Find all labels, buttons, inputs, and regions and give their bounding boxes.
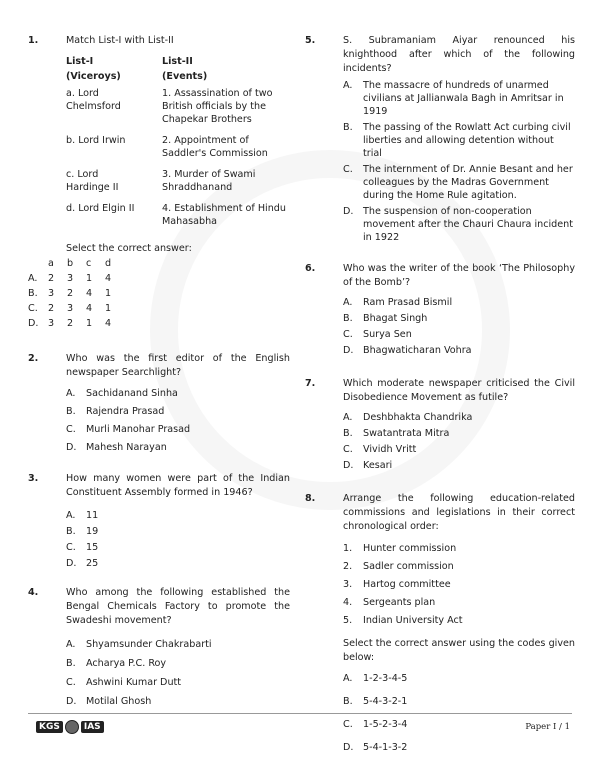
option-text: The internment of Dr. Annie Besant and her colleagues by the Madras Government during the Home Rule agitation. bbox=[363, 164, 573, 201]
code-cell: 3 bbox=[48, 287, 55, 299]
option-text: The suspension of non-cooperation movement after the Chauri Chaura incident in 1922 bbox=[363, 206, 574, 243]
question-number: 1. bbox=[28, 35, 39, 46]
question-text: Who among the following established the Bengal Chemicals Factory to promote the Swadeshi movement? bbox=[66, 587, 290, 626]
question-number: 3. bbox=[28, 473, 39, 484]
item-text: Hartog committee bbox=[363, 579, 451, 590]
list1-item: a. Lord Chelmsford bbox=[66, 88, 121, 112]
option-text: Kesari bbox=[363, 460, 393, 471]
option[interactable] bbox=[343, 695, 575, 708]
list1-item: c. Lord Hardinge II bbox=[66, 169, 119, 193]
question-text: Who was the writer of the book ‘The Philosophy of the Bomb’? bbox=[343, 263, 575, 288]
option-letter: B. bbox=[343, 696, 353, 707]
option-text: Sachidanand Sinha bbox=[86, 388, 178, 399]
option-text: Shyamsunder Chakrabarti bbox=[86, 639, 212, 650]
code-cell: 4 bbox=[105, 317, 112, 329]
option-letter: A. bbox=[343, 673, 353, 684]
code-cell: 4 bbox=[105, 272, 112, 284]
option[interactable] bbox=[343, 741, 575, 754]
question-text: S. Subramaniam Aiyar renounced his knighthood after which of the following incidents? bbox=[343, 35, 575, 74]
list1-item: b. Lord Irwin bbox=[66, 135, 126, 146]
question-1 bbox=[28, 34, 290, 331]
question-number: 4. bbox=[28, 587, 39, 598]
question-text: Who was the first editor of the English newspaper Searchlight? bbox=[66, 353, 290, 378]
option[interactable] bbox=[343, 296, 575, 309]
question-8 bbox=[305, 492, 575, 754]
list-item bbox=[343, 560, 575, 573]
option[interactable] bbox=[66, 509, 290, 522]
list-item bbox=[343, 614, 575, 627]
option-text: Motilal Ghosh bbox=[86, 696, 152, 707]
option[interactable] bbox=[66, 387, 290, 400]
question-text: Arrange the following education-related commissions and legislations in their correct chronological order: bbox=[343, 493, 575, 532]
option-letter: D. bbox=[343, 460, 354, 471]
option[interactable] bbox=[343, 443, 575, 456]
option-text: Rajendra Prasad bbox=[86, 406, 165, 417]
question-number: 5. bbox=[305, 35, 316, 46]
option-letter: C. bbox=[66, 677, 76, 688]
option-letter: C. bbox=[343, 444, 353, 455]
option[interactable] bbox=[343, 163, 575, 202]
option-letter: B. bbox=[66, 406, 76, 417]
option-text: Ram Prasad Bismil bbox=[363, 297, 453, 308]
item-number: 3. bbox=[343, 579, 353, 590]
list1-subtitle: (Viceroys) bbox=[66, 71, 121, 82]
code-header-cell: c bbox=[86, 257, 92, 269]
code-cell: 3 bbox=[67, 272, 74, 284]
code-cell: 4 bbox=[86, 287, 93, 299]
option-letter: A. bbox=[66, 639, 76, 650]
item-text: Sergeants plan bbox=[363, 597, 436, 608]
question-text: Which moderate newspaper criticised the Civil Disobedience Movement as futile? bbox=[343, 378, 575, 403]
question-text: Match List-I with List-II bbox=[66, 35, 174, 46]
logo-emblem-icon bbox=[65, 720, 79, 734]
list2-item: 2. Appointment of Saddler's Commission bbox=[162, 135, 268, 159]
option-text: Mahesh Narayan bbox=[86, 442, 167, 453]
code-cell: 1 bbox=[86, 272, 93, 284]
code-cell: 3 bbox=[67, 302, 74, 314]
option-letter: B. bbox=[66, 526, 76, 537]
option-text: Swatantrata Mitra bbox=[363, 428, 450, 439]
item-text: Sadler commission bbox=[363, 561, 454, 572]
code-row bbox=[28, 301, 124, 316]
option-text: Vividh Vritt bbox=[363, 444, 417, 455]
option[interactable] bbox=[66, 695, 290, 708]
option[interactable] bbox=[66, 423, 290, 436]
logo-left-text: KGS bbox=[36, 721, 63, 733]
question-number: 8. bbox=[305, 493, 316, 504]
option-text: 11 bbox=[86, 510, 99, 521]
option[interactable] bbox=[343, 121, 575, 160]
option[interactable] bbox=[66, 525, 290, 538]
item-number: 2. bbox=[343, 561, 353, 572]
option-text: 5-4-1-3-2 bbox=[363, 742, 408, 753]
option-text: 5-4-3-2-1 bbox=[363, 696, 408, 707]
option[interactable] bbox=[66, 441, 290, 454]
option[interactable] bbox=[66, 557, 290, 570]
option[interactable] bbox=[66, 676, 290, 689]
option-text: 1-2-3-4-5 bbox=[363, 673, 408, 684]
left-column bbox=[28, 34, 290, 708]
option-letter: D. bbox=[343, 345, 354, 356]
answer-codes bbox=[28, 256, 290, 331]
option-letter: A. bbox=[343, 412, 353, 423]
code-header-cell: a bbox=[48, 257, 54, 269]
code-cell: 2 bbox=[67, 287, 74, 299]
list1-item: d. Lord Elgin II bbox=[66, 203, 135, 214]
code-cell: 3 bbox=[48, 317, 55, 329]
option[interactable] bbox=[66, 657, 290, 670]
list2-title: List-II bbox=[162, 56, 193, 67]
logo-right-text: IAS bbox=[81, 721, 104, 733]
list2-item: 1. Assassination of two British officials by the Chapekar Brothers bbox=[162, 88, 273, 125]
list2-item: 4. Establishment of Hindu Mahasabha bbox=[162, 203, 286, 227]
option[interactable] bbox=[343, 459, 575, 472]
code-row bbox=[28, 316, 124, 331]
item-number: 4. bbox=[343, 597, 353, 608]
option-letter: D. bbox=[66, 558, 77, 569]
option[interactable] bbox=[66, 638, 290, 651]
option[interactable] bbox=[343, 427, 575, 440]
option[interactable] bbox=[343, 344, 575, 357]
question-6 bbox=[305, 262, 575, 357]
question-4 bbox=[28, 586, 290, 708]
code-row bbox=[28, 286, 124, 301]
code-cell: C. bbox=[28, 302, 38, 314]
option-letter: B. bbox=[343, 313, 353, 324]
option-letter: C. bbox=[66, 542, 76, 553]
code-cell: 4 bbox=[86, 302, 93, 314]
option-letter: A. bbox=[66, 510, 76, 521]
option-text: Ashwini Kumar Dutt bbox=[86, 677, 182, 688]
option-letter: B. bbox=[66, 658, 76, 669]
option-text: Murli Manohar Prasad bbox=[86, 424, 191, 435]
option-letter: A. bbox=[343, 80, 353, 91]
code-cell: B. bbox=[28, 287, 38, 299]
option[interactable] bbox=[343, 205, 575, 244]
list2-item: 3. Murder of Swami Shraddhanand bbox=[162, 169, 256, 193]
option-letter: A. bbox=[66, 388, 76, 399]
match-lists bbox=[66, 54, 290, 228]
option-text: The massacre of hundreds of unarmed civilians at Jallianwala Bagh in Amritsar in 1919 bbox=[363, 80, 564, 117]
item-number: 5. bbox=[343, 615, 353, 626]
code-cell: D. bbox=[28, 317, 39, 329]
option-letter: B. bbox=[343, 428, 353, 439]
question-3 bbox=[28, 472, 290, 570]
option-text: Acharya P.C. Roy bbox=[86, 658, 167, 669]
list2-subtitle: (Events) bbox=[162, 71, 208, 82]
code-cell: 2 bbox=[48, 272, 55, 284]
option[interactable] bbox=[343, 312, 575, 325]
option[interactable] bbox=[343, 411, 575, 424]
footer-divider bbox=[28, 713, 572, 714]
option-text: 1-5-2-3-4 bbox=[363, 719, 408, 730]
select-instruction: Select the correct answer using the codes given below: bbox=[343, 638, 575, 663]
question-number: 2. bbox=[28, 353, 39, 364]
code-cell: 2 bbox=[67, 317, 74, 329]
option[interactable] bbox=[66, 541, 290, 554]
option-letter: D. bbox=[66, 696, 77, 707]
code-header-cell bbox=[28, 256, 48, 271]
code-cell: 1 bbox=[86, 317, 93, 329]
option-letter: C. bbox=[343, 329, 353, 340]
option-letter: A. bbox=[343, 297, 353, 308]
code-cell: 2 bbox=[48, 302, 55, 314]
question-number: 7. bbox=[305, 378, 316, 389]
option-letter: C. bbox=[66, 424, 76, 435]
option-text: Surya Sen bbox=[363, 329, 412, 340]
item-text: Hunter commission bbox=[363, 543, 457, 554]
option[interactable] bbox=[343, 672, 575, 685]
select-instruction: Select the correct answer: bbox=[66, 243, 192, 254]
option-text: 15 bbox=[86, 542, 99, 553]
option-letter: D. bbox=[343, 206, 354, 217]
option-text: Bhagwaticharan Vohra bbox=[363, 345, 472, 356]
option-text: The passing of the Rowlatt Act curbing civil liberties and allowing detention without trial bbox=[363, 122, 571, 159]
item-text: Indian University Act bbox=[363, 615, 463, 626]
code-row bbox=[28, 271, 124, 286]
question-number: 6. bbox=[305, 263, 316, 274]
kgs-ias-logo bbox=[36, 720, 104, 734]
option-text: Bhagat Singh bbox=[363, 313, 428, 324]
code-cell: 1 bbox=[105, 287, 112, 299]
option-text: 25 bbox=[86, 558, 99, 569]
option-letter: D. bbox=[66, 442, 77, 453]
option[interactable] bbox=[343, 328, 575, 341]
list-item bbox=[343, 596, 575, 609]
code-header-cell: b bbox=[67, 257, 74, 269]
option[interactable] bbox=[66, 405, 290, 418]
option[interactable] bbox=[343, 79, 575, 118]
question-5 bbox=[305, 34, 575, 244]
list-item bbox=[343, 578, 575, 591]
code-cell: 1 bbox=[105, 302, 112, 314]
list-item bbox=[343, 542, 575, 555]
option-letter: B. bbox=[343, 122, 353, 133]
question-2 bbox=[28, 352, 290, 454]
code-header-row bbox=[28, 256, 124, 271]
option-text: 19 bbox=[86, 526, 99, 537]
item-number: 1. bbox=[343, 543, 353, 554]
option-text: Deshbhakta Chandrika bbox=[363, 412, 473, 423]
question-text: How many women were part of the Indian Constituent Assembly formed in 1946? bbox=[66, 473, 290, 498]
option-letter: C. bbox=[343, 719, 353, 730]
question-7 bbox=[305, 377, 575, 472]
option-letter: C. bbox=[343, 164, 353, 175]
right-column bbox=[305, 34, 575, 754]
code-header-cell: d bbox=[105, 257, 112, 269]
list1-title: List-I bbox=[66, 56, 94, 67]
page-number: Paper I / 1 bbox=[525, 722, 570, 732]
option-letter: D. bbox=[343, 742, 354, 753]
code-cell: A. bbox=[28, 272, 38, 284]
